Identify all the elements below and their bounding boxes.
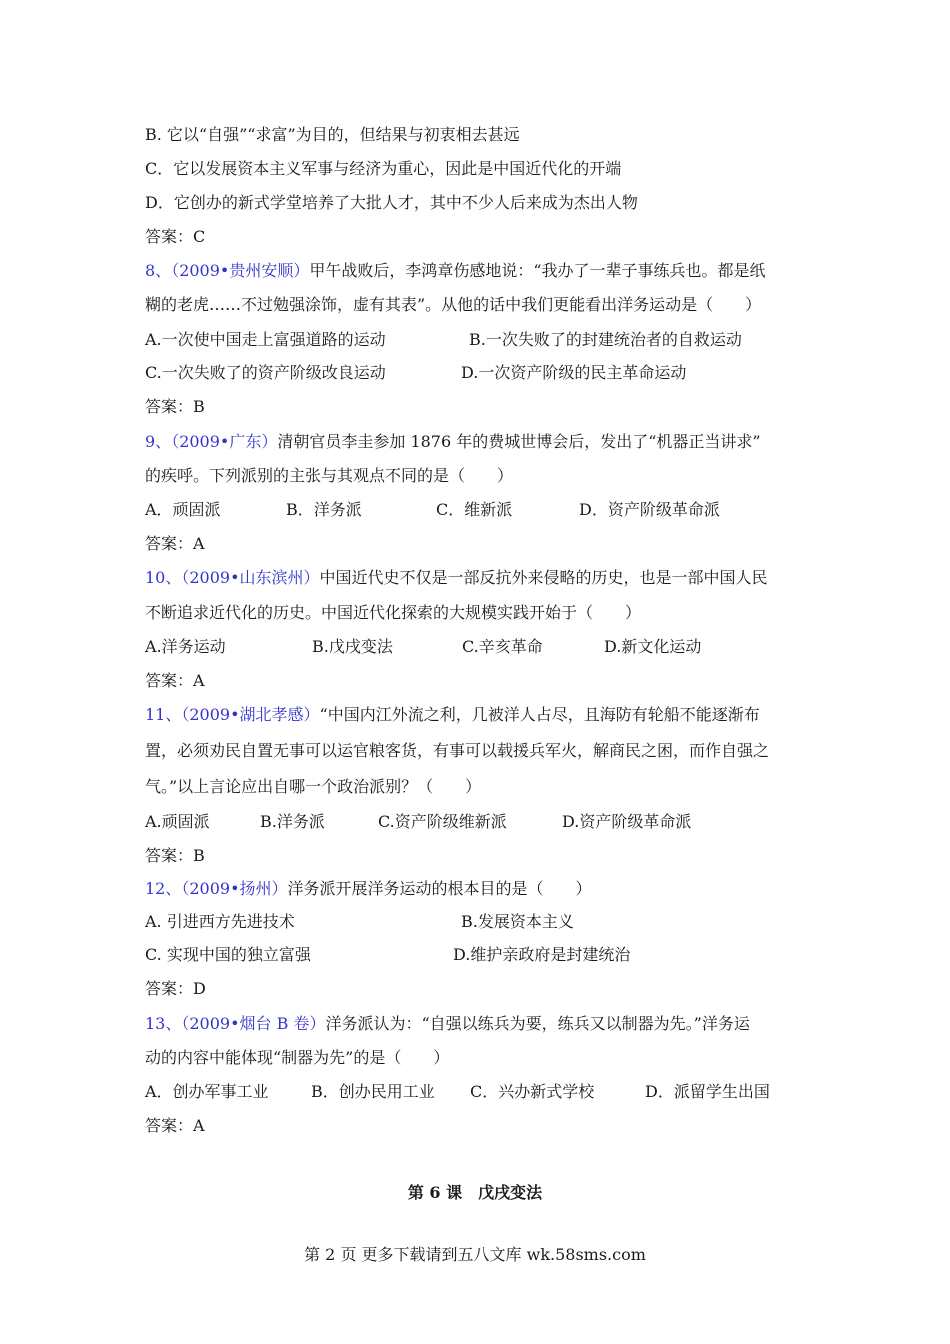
question-11-line2: 置，必须劝民自置无事可以运官粮客货，有事可以载援兵军火，解商民之困，而作自强之 — [145, 741, 770, 760]
question-source: （2009•广东） — [171, 432, 278, 451]
question-number: 12、 — [145, 879, 182, 898]
question-9-options — [145, 499, 845, 521]
question-11-line3: 气。”以上言论应出自哪一个政治派别？（ ） — [145, 777, 482, 796]
option-b: B．创办民用工业 — [311, 1082, 435, 1101]
question-source: （2009•贵州安顺） — [171, 261, 310, 280]
option-a: A．顽固派 — [145, 500, 221, 519]
answer-12: 答案：D — [145, 979, 206, 998]
question-8-options-row2 — [145, 362, 845, 384]
option-b: B.戊戌变法 — [312, 637, 393, 656]
answer-13: 答案：A — [145, 1116, 205, 1135]
option-b: B.一次失败了的封建统治者的自救运动 — [469, 330, 742, 349]
option-d-prev: D．它创办的新式学堂培养了大批人才，其中不少人后来成为杰出人物 — [145, 193, 638, 212]
question-source: （2009•扬州） — [181, 879, 288, 898]
answer-10: 答案：A — [145, 671, 205, 690]
answer-8: 答案：B — [145, 397, 205, 416]
question-text: 中国近代史不仅是一部反抗外来侵略的历史，也是一部中国人民 — [319, 568, 768, 587]
option-d: D.维护亲政府是封建统治 — [453, 945, 631, 964]
question-number: 13、 — [145, 1014, 182, 1033]
answer-prev: 答案：C — [145, 227, 206, 246]
question-9-line2: 的疾呼。下列派别的主张与其观点不同的是（ ） — [145, 466, 514, 485]
option-d: D．派留学生出国 — [645, 1082, 770, 1101]
lesson-title: 第 6 课 戊戌变法 — [407, 1183, 543, 1202]
option-c: C．维新派 — [436, 500, 513, 519]
option-a: A．创办军事工业 — [145, 1082, 269, 1101]
option-c: C. 实现中国的独立富强 — [145, 945, 311, 964]
question-source: （2009•湖北孝感） — [181, 705, 320, 724]
option-b: B.洋务派 — [260, 812, 325, 831]
option-c-prev: C．它以发展资本主义军事与经济为重心，因此是中国近代化的开端 — [145, 159, 622, 178]
question-number: 9、 — [145, 432, 172, 451]
question-text: 洋务派认为：“自强以练兵为要，练兵又以制器为先。”洋务运 — [325, 1014, 750, 1033]
option-d: D.一次资产阶级的民主革命运动 — [461, 363, 687, 382]
question-12 — [145, 878, 592, 900]
question-8-line2: 糊的老虎……不过勉强涂饰，虚有其表”。从他的话中我们更能看出洋务运动是（ ） — [145, 295, 762, 314]
question-number: 10、 — [145, 568, 182, 587]
page-footer: 第 2 页 更多下载请到五八文库 wk.58sms.com — [304, 1245, 646, 1264]
option-c: C.资产阶级维新派 — [378, 812, 507, 831]
answer-11: 答案：B — [145, 846, 205, 865]
question-source: （2009•山东滨州） — [181, 568, 320, 587]
option-d: D.新文化运动 — [604, 637, 702, 656]
option-a: A.洋务运动 — [145, 637, 226, 656]
question-text: 清朝官员李圭参加 1876 年的费城世博会后，发出了“机器正当讲求” — [277, 432, 761, 451]
option-b: B．洋务派 — [286, 500, 362, 519]
question-11 — [145, 704, 760, 726]
question-source: （2009•烟台 B 卷） — [181, 1014, 326, 1033]
question-8-options-row1 — [145, 329, 845, 351]
option-c: C．兴办新式学校 — [470, 1082, 595, 1101]
question-8 — [145, 260, 766, 282]
option-a: A.一次使中国走上富强道路的运动 — [145, 330, 386, 349]
question-10-options — [145, 636, 845, 658]
option-c: C.辛亥革命 — [462, 637, 543, 656]
question-12-options-row2 — [145, 944, 845, 966]
answer-9: 答案：A — [145, 534, 205, 553]
question-13-options — [145, 1081, 845, 1103]
option-b: B.发展资本主义 — [461, 912, 574, 931]
option-c: C.一次失败了的资产阶级改良运动 — [145, 363, 386, 382]
question-13 — [145, 1013, 750, 1035]
question-10-line2: 不断追求近代化的历史。中国近代化探索的大规模实践开始于（ ） — [145, 603, 642, 622]
question-number: 11、 — [145, 705, 182, 724]
question-13-line2: 动的内容中能体现“制器为先”的是（ ） — [145, 1048, 450, 1067]
question-12-options-row1 — [145, 911, 845, 933]
question-text: “中国内江外流之利，几被洋人占尽，且海防有轮船不能逐渐布 — [319, 705, 760, 724]
option-b-prev: B. 它以“自强”“求富”为目的，但结果与初衷相去甚远 — [145, 125, 520, 144]
question-text: 洋务派开展洋务运动的根本目的是（ ） — [287, 879, 592, 898]
option-d: D．资产阶级革命派 — [579, 500, 720, 519]
question-9 — [145, 431, 761, 453]
question-number: 8、 — [145, 261, 172, 280]
option-a: A. 引进西方先进技术 — [145, 912, 295, 931]
option-a: A.顽固派 — [145, 812, 210, 831]
question-10 — [145, 567, 768, 589]
option-d: D.资产阶级革命派 — [562, 812, 692, 831]
question-text: 甲午战败后，李鸿章伤感地说：“我办了一辈子事练兵也。都是纸 — [309, 261, 766, 280]
question-11-options — [145, 811, 845, 833]
